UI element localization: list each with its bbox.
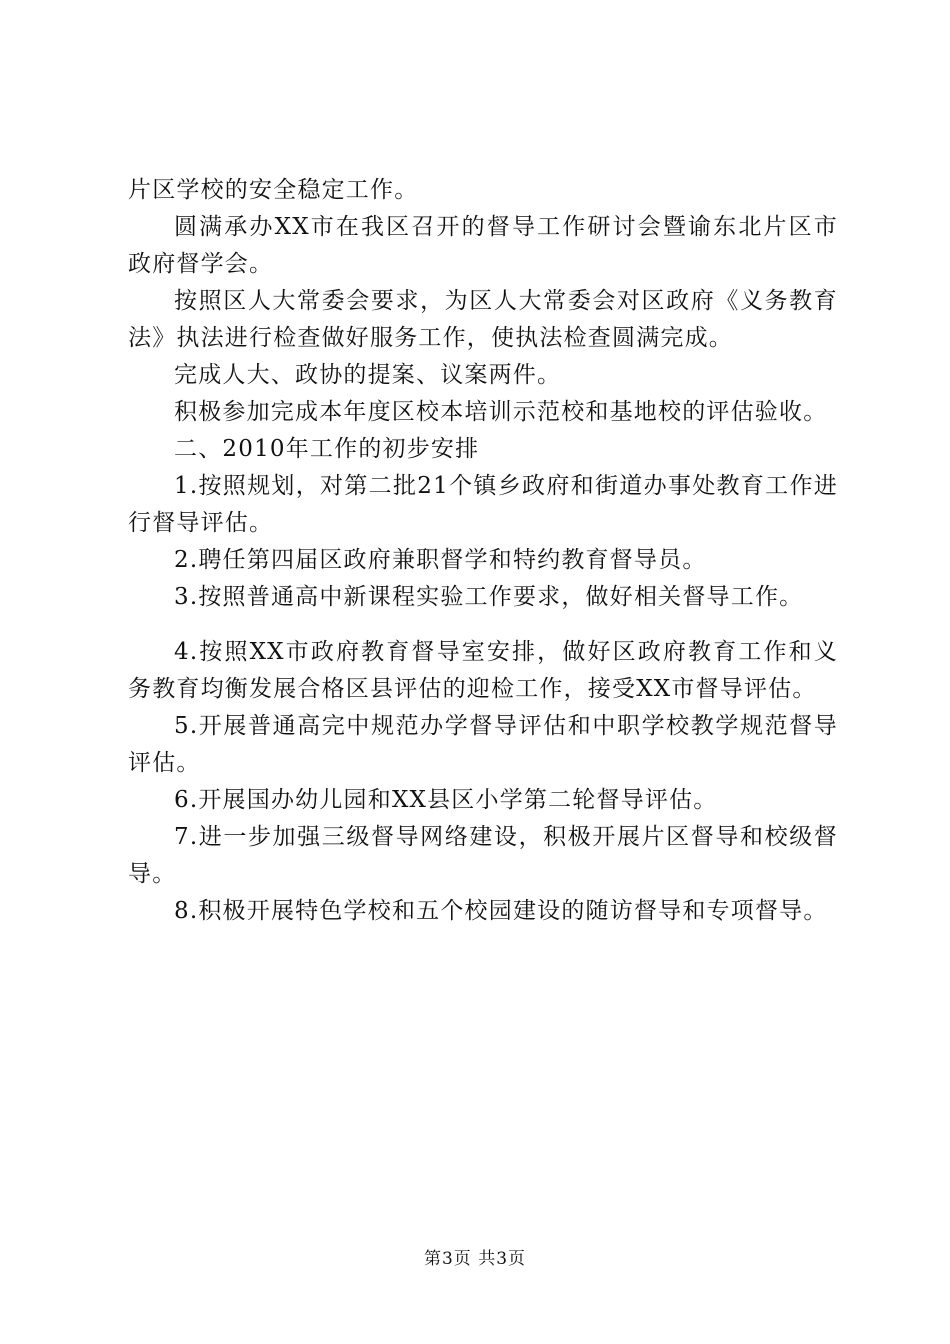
list-item: 3.按照普通高中新课程实验工作要求，做好相关督导工作。 [174, 584, 804, 610]
list-item: 8.积极开展特色学校和五个校园建设的随访督导和专项督导。 [174, 898, 828, 924]
page-number-footer: 第3页 共3页 [423, 1249, 527, 1269]
list-item: 2.聘任第四届区政府兼职督学和特约教育督导员。 [174, 547, 707, 573]
paragraph: 圆满承办XX市在我区召开的督导工作研讨会暨谕东北片区市政府督学会。 [128, 214, 838, 277]
paragraph: 积极参加完成本年度区校本培训示范校和基地校的评估验收。 [174, 399, 828, 425]
list-item: 6.开展国办幼儿园和XX县区小学第二轮督导评估。 [174, 787, 718, 813]
section-heading: 二、2010年工作的初步安排 [174, 436, 480, 462]
list-item: 5.开展普通高完中规范办学督导评估和中职学校教学规范督导评估。 [128, 713, 838, 776]
paragraph: 按照区人大常委会要求，为区人大常委会对区政府《义务教育法》执法进行检查做好服务工作，使执法检查圆满完成。 [128, 288, 838, 351]
document-body [128, 172, 838, 930]
paragraph: 片区学校的安全稳定工作。 [128, 177, 419, 203]
paragraph: 完成人大、政协的提案、议案两件。 [174, 362, 562, 388]
list-item: 1.按照规划，对第二批21个镇乡政府和街道办事处教育工作进行督导评估。 [128, 473, 838, 536]
list-item: 7.进一步加强三级督导网络建设，积极开展片区督导和校级督导。 [128, 824, 838, 887]
list-item: 4.按照XX市政府教育督导室安排，做好区政府教育工作和义务教育均衡发展合格区县评估的迎检工作，接受XX市督导评估。 [128, 639, 838, 702]
